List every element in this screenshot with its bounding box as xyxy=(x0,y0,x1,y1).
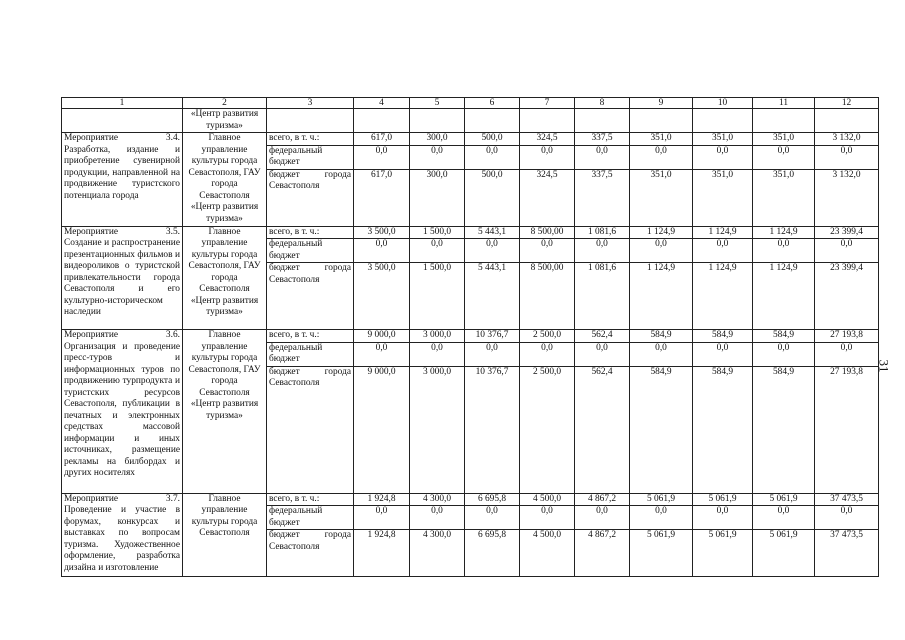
amount-cell: 0,0 xyxy=(815,506,879,530)
measure-cell xyxy=(62,330,183,494)
organization-cell: «Центр развития туризма» xyxy=(183,109,267,133)
amount-cell: 8 500,00 xyxy=(520,226,575,239)
measure-cell xyxy=(62,493,183,577)
amount-cell: 0,0 xyxy=(354,506,410,530)
amount-cell: 1 124,9 xyxy=(630,263,693,330)
amount-cell: 3 500,0 xyxy=(354,226,410,239)
amount-cell: 9 000,0 xyxy=(354,330,410,343)
amount-cell: 0,0 xyxy=(693,145,753,169)
amount-cell: 0,0 xyxy=(815,145,879,169)
empty-cell xyxy=(815,109,879,133)
amount-cell: 584,9 xyxy=(753,330,815,343)
amount-cell: 5 061,9 xyxy=(693,530,753,577)
amount-cell: 0,0 xyxy=(693,239,753,263)
empty-cell xyxy=(630,109,693,133)
amount-cell: 0,0 xyxy=(815,342,879,366)
funding-source-cell: федеральный бюджет xyxy=(267,342,354,366)
amount-cell: 37 473,5 xyxy=(815,493,879,506)
amount-cell: 1 124,9 xyxy=(753,226,815,239)
funding-source-cell: бюджет города Севастополя xyxy=(267,169,354,226)
amount-cell: 1 124,9 xyxy=(693,263,753,330)
amount-cell: 300,0 xyxy=(410,169,465,226)
amount-cell: 5 061,9 xyxy=(693,493,753,506)
amount-cell: 0,0 xyxy=(630,342,693,366)
funding-source-cell: всего, в т. ч.: xyxy=(267,226,354,239)
amount-cell: 5 061,9 xyxy=(630,530,693,577)
header-cell: 2 xyxy=(183,98,267,109)
amount-cell: 0,0 xyxy=(410,145,465,169)
amount-cell: 584,9 xyxy=(630,366,693,493)
empty-cell xyxy=(267,109,354,133)
amount-cell: 5 061,9 xyxy=(753,530,815,577)
organization-cell: Главное управление культуры города Севастополя, ГАУ города Севастополя «Центр развития туризма» xyxy=(183,226,267,330)
funding-source-cell: федеральный бюджет xyxy=(267,506,354,530)
amount-cell: 351,0 xyxy=(630,133,693,146)
amount-cell: 1 924,8 xyxy=(354,530,410,577)
amount-cell: 337,5 xyxy=(575,133,630,146)
amount-cell: 584,9 xyxy=(693,366,753,493)
amount-cell: 0,0 xyxy=(520,342,575,366)
empty-cell xyxy=(62,109,183,133)
amount-cell: 3 132,0 xyxy=(815,133,879,146)
amount-cell: 1 081,6 xyxy=(575,263,630,330)
amount-cell: 4 300,0 xyxy=(410,493,465,506)
header-cell: 5 xyxy=(410,98,465,109)
measure-description: Разработка, издание и приобретение сувенирной продукции, направленной на продвижение туристского потенциала города xyxy=(64,144,180,201)
empty-cell xyxy=(520,109,575,133)
amount-cell: 0,0 xyxy=(410,506,465,530)
amount-cell: 0,0 xyxy=(575,239,630,263)
amount-cell: 0,0 xyxy=(815,239,879,263)
amount-cell: 4 867,2 xyxy=(575,530,630,577)
amount-cell: 584,9 xyxy=(753,366,815,493)
amount-cell: 0,0 xyxy=(465,342,520,366)
table-row xyxy=(62,133,879,146)
funding-source-cell: всего, в т. ч.: xyxy=(267,330,354,343)
funding-source-cell: бюджет города Севастополя xyxy=(267,366,354,493)
organization-cell: Главное управление культуры города Севастополя xyxy=(183,493,267,577)
amount-cell: 562,4 xyxy=(575,366,630,493)
amount-cell: 4 867,2 xyxy=(575,493,630,506)
amount-cell: 0,0 xyxy=(693,506,753,530)
amount-cell: 351,0 xyxy=(693,133,753,146)
amount-cell: 351,0 xyxy=(630,169,693,226)
amount-cell: 562,4 xyxy=(575,330,630,343)
header-cell: 10 xyxy=(693,98,753,109)
amount-cell: 3 000,0 xyxy=(410,366,465,493)
budget-table xyxy=(61,97,879,577)
amount-cell: 5 061,9 xyxy=(753,493,815,506)
amount-cell: 351,0 xyxy=(693,169,753,226)
amount-cell: 27 193,8 xyxy=(815,330,879,343)
measure-cell xyxy=(62,133,183,227)
amount-cell: 4 500,0 xyxy=(520,493,575,506)
measure-title: Мероприятие 3.7. xyxy=(64,493,180,504)
header-cell: 12 xyxy=(815,98,879,109)
organization-cell: Главное управление культуры города Севастополя, ГАУ города Севастополя «Центр развития туризма» xyxy=(183,133,267,227)
amount-cell: 37 473,5 xyxy=(815,530,879,577)
amount-cell: 8 500,00 xyxy=(520,263,575,330)
amount-cell: 0,0 xyxy=(753,506,815,530)
amount-cell: 337,5 xyxy=(575,169,630,226)
amount-cell: 0,0 xyxy=(630,506,693,530)
amount-cell: 2 500,0 xyxy=(520,366,575,493)
amount-cell: 0,0 xyxy=(520,506,575,530)
amount-cell: 23 399,4 xyxy=(815,226,879,239)
empty-cell xyxy=(465,109,520,133)
amount-cell: 6 695,8 xyxy=(465,530,520,577)
amount-cell: 351,0 xyxy=(753,169,815,226)
amount-cell: 1 924,8 xyxy=(354,493,410,506)
empty-cell xyxy=(354,109,410,133)
measure-title: Мероприятие 3.4. xyxy=(64,133,180,143)
amount-cell: 300,0 xyxy=(410,133,465,146)
funding-source-cell: всего, в т. ч.: xyxy=(267,133,354,146)
amount-cell: 6 695,8 xyxy=(465,493,520,506)
amount-cell: 1 500,0 xyxy=(410,226,465,239)
page-number: 31 xyxy=(876,359,892,373)
amount-cell: 5 443,1 xyxy=(465,226,520,239)
amount-cell: 500,0 xyxy=(465,169,520,226)
amount-cell: 617,0 xyxy=(354,169,410,226)
header-cell: 11 xyxy=(753,98,815,109)
measure-title: Мероприятие 3.5. xyxy=(64,226,180,237)
amount-cell: 27 193,8 xyxy=(815,366,879,493)
funding-source-cell: федеральный бюджет xyxy=(267,239,354,263)
measure-description: Организация и проведение пресс-туров и информационных туров по продвижению турпродукта и туристских ресурсов Севастополя, публикации в печатных и электронных средствах массовой информации и иных источниках, размещение рекламы на билбордах и других носителях xyxy=(64,341,180,478)
funding-source-cell: бюджет города Севастополя xyxy=(267,530,354,577)
amount-cell: 10 376,7 xyxy=(465,366,520,493)
amount-cell: 584,9 xyxy=(693,330,753,343)
amount-cell: 5 443,1 xyxy=(465,263,520,330)
organization-cell: Главное управление культуры города Севастополя, ГАУ города Севастополя «Центр развития туризма» xyxy=(183,330,267,494)
amount-cell: 0,0 xyxy=(465,239,520,263)
measure-cell xyxy=(62,226,183,330)
amount-cell: 0,0 xyxy=(465,506,520,530)
amount-cell: 3 132,0 xyxy=(815,169,879,226)
amount-cell: 0,0 xyxy=(753,342,815,366)
measure-title: Мероприятие 3.6. xyxy=(64,330,180,340)
amount-cell: 1 081,6 xyxy=(575,226,630,239)
amount-cell: 351,0 xyxy=(753,133,815,146)
amount-cell: 23 399,4 xyxy=(815,263,879,330)
amount-cell: 1 124,9 xyxy=(693,226,753,239)
amount-cell: 0,0 xyxy=(575,342,630,366)
amount-cell: 1 124,9 xyxy=(753,263,815,330)
header-cell: 1 xyxy=(62,98,183,109)
amount-cell: 10 376,7 xyxy=(465,330,520,343)
amount-cell: 4 500,0 xyxy=(520,530,575,577)
amount-cell: 5 061,9 xyxy=(630,493,693,506)
amount-cell: 500,0 xyxy=(465,133,520,146)
amount-cell: 0,0 xyxy=(354,239,410,263)
header-cell: 8 xyxy=(575,98,630,109)
funding-source-cell: бюджет города Севастополя xyxy=(267,263,354,330)
amount-cell: 0,0 xyxy=(354,145,410,169)
amount-cell: 324,5 xyxy=(520,169,575,226)
header-cell: 4 xyxy=(354,98,410,109)
header-cell: 7 xyxy=(520,98,575,109)
measure-description: Проведение и участие в форумах, конкурсах и выставках по вопросам туризма. Художественное оформление, разработка дизайна и изготовление xyxy=(64,505,180,573)
amount-cell: 584,9 xyxy=(630,330,693,343)
empty-cell xyxy=(575,109,630,133)
table-row xyxy=(62,226,879,239)
amount-cell: 3 500,0 xyxy=(354,263,410,330)
amount-cell: 0,0 xyxy=(354,342,410,366)
header-cell: 3 xyxy=(267,98,354,109)
table-row xyxy=(62,493,879,506)
amount-cell: 0,0 xyxy=(575,145,630,169)
amount-cell: 0,0 xyxy=(753,239,815,263)
amount-cell: 0,0 xyxy=(410,342,465,366)
amount-cell: 324,5 xyxy=(520,133,575,146)
funding-source-cell: всего, в т. ч.: xyxy=(267,493,354,506)
amount-cell: 4 300,0 xyxy=(410,530,465,577)
empty-cell xyxy=(410,109,465,133)
amount-cell: 617,0 xyxy=(354,133,410,146)
amount-cell: 0,0 xyxy=(465,145,520,169)
amount-cell: 0,0 xyxy=(520,145,575,169)
measure-description: Создание и распространение презентационных фильмов и видеороликов о туристской привлекательности города Севастополя и его культурно-историческом наследии xyxy=(64,238,180,317)
amount-cell: 9 000,0 xyxy=(354,366,410,493)
amount-cell: 0,0 xyxy=(410,239,465,263)
amount-cell: 0,0 xyxy=(520,239,575,263)
amount-cell: 2 500,0 xyxy=(520,330,575,343)
amount-cell: 0,0 xyxy=(575,506,630,530)
header-cell: 6 xyxy=(465,98,520,109)
amount-cell: 1 500,0 xyxy=(410,263,465,330)
carry-over-row xyxy=(62,109,879,133)
amount-cell: 1 124,9 xyxy=(630,226,693,239)
empty-cell xyxy=(693,109,753,133)
amount-cell: 0,0 xyxy=(630,145,693,169)
amount-cell: 0,0 xyxy=(630,239,693,263)
amount-cell: 0,0 xyxy=(693,342,753,366)
header-row xyxy=(62,98,879,109)
amount-cell: 3 000,0 xyxy=(410,330,465,343)
empty-cell xyxy=(753,109,815,133)
table-row xyxy=(62,330,879,343)
funding-source-cell: федеральный бюджет xyxy=(267,145,354,169)
header-cell: 9 xyxy=(630,98,693,109)
amount-cell: 0,0 xyxy=(753,145,815,169)
